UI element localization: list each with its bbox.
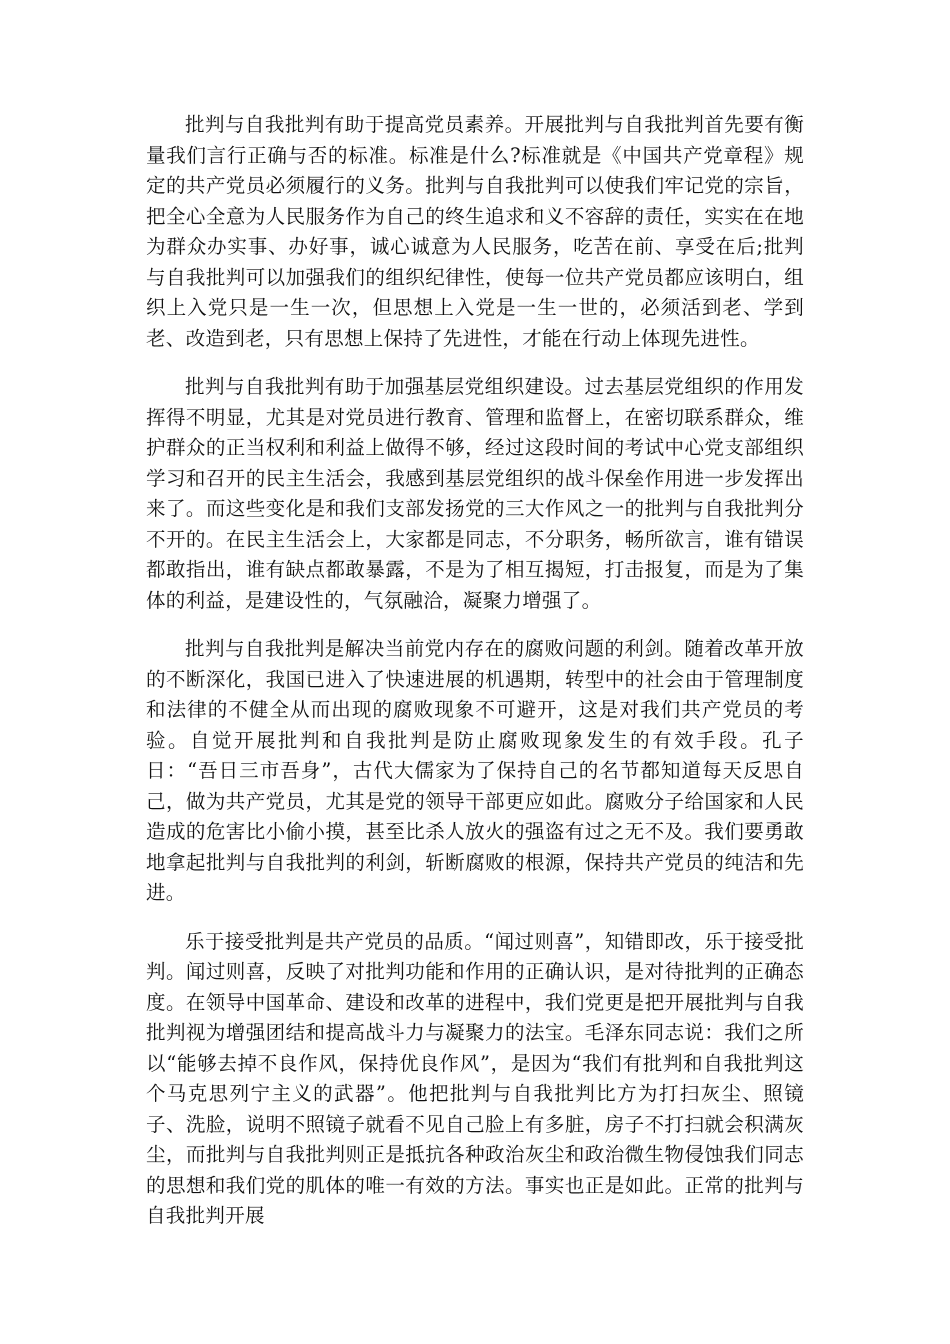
paragraph-accept-criticism: 乐于接受批判是共产党员的品质。“闻过则喜”，知错即改，乐于接受批判。闻过则喜，反映了对批判功能和作用的正确认识，是对待批判的正确态度。在领导中国革命、建设和改革的进程中，我们党更是把开展批判与自我批判视为增强团结和提高战斗力与凝聚力的法宝。毛泽东同志说：我们之所以“能够去掉不良作风，保持优良作风”，是因为“我们有批判和自我批判这个马克思列宁主义的武器”。他把批判与自我批判比方为打扫灰尘、照镜子、洗脸，说明不照镜子就看不见自己脸上有多脏，房子不打扫就会积满灰尘，而批判与自我批判则正是抵抗各种政治灰尘和政治微生物侵蚀我们同志的思想和我们党的肌体的唯一有效的方法。事实也正是如此。正常的批判与自我批判开展: [146, 929, 804, 1227]
paragraph-party-member-quality: 批判与自我批判有助于提高党员素养。开展批判与自我批判首先要有衡量我们言行正确与否的标准。标准是什么?标准就是《中国共产党章程》规定的共产党员必须履行的义务。批判与自我批判可以使我们牢记党的宗旨，把全心全意为人民服务作为自己的终生追求和义不容辞的责任，实实在在地为群众办实事、办好事，诚心诚意为人民服务，吃苦在前、享受在后;批判与自我批判可以加强我们的组织纪律性，使每一位共产党员都应该明白，组织上入党只是一生一次，但思想上入党是一生一世的，必须活到老、学到老、改造到老，只有思想上保持了先进性，才能在行动上体现先进性。: [146, 113, 804, 350]
document-body: [146, 110, 804, 1250]
paragraph-grassroots-organization: 批判与自我批判有助于加强基层党组织建设。过去基层党组织的作用发挥得不明显，尤其是对党员进行教育、管理和监督上，在密切联系群众，维护群众的正当权利和利益上做得不够，经过这段时间的考试中心党支部组织学习和召开的民主生活会，我感到基层党组织的战斗保垒作用进一步发挥出来了。而这些变化是和我们支部发扬党的三大作风之一的批判与自我批判分不开的。在民主生活会上，大家都是同志，不分职务，畅所欲言，谁有错误都敢指出，谁有缺点都敢暴露，不是为了相互揭短，打击报复，而是为了集体的利益，是建设性的，气氛融洽，凝聚力增强了。: [146, 375, 804, 612]
paragraph-anti-corruption: 批判与自我批判是解决当前党内存在的腐败问题的利剑。随着改革开放的不断深化，我国已进入了快速进展的机遇期，转型中的社会由于管理制度和法律的不健全从而出现的腐败现象不可避开，这是对我们共产党员的考验。自觉开展批判和自我批判是防止腐败现象发生的有效手段。孔子日：“吾日三市吾身”，古代大儒家为了保持自己的名节都知道每天反思自己，做为共产党员，尤其是党的领导干部更应如此。腐败分子给国家和人民造成的危害比小偷小摸，甚至比杀人放火的强盗有过之无不及。我们要勇敢地拿起批判与自我批判的利剑，斩断腐败的根源，保持共产党员的纯洁和先进。: [146, 637, 804, 904]
